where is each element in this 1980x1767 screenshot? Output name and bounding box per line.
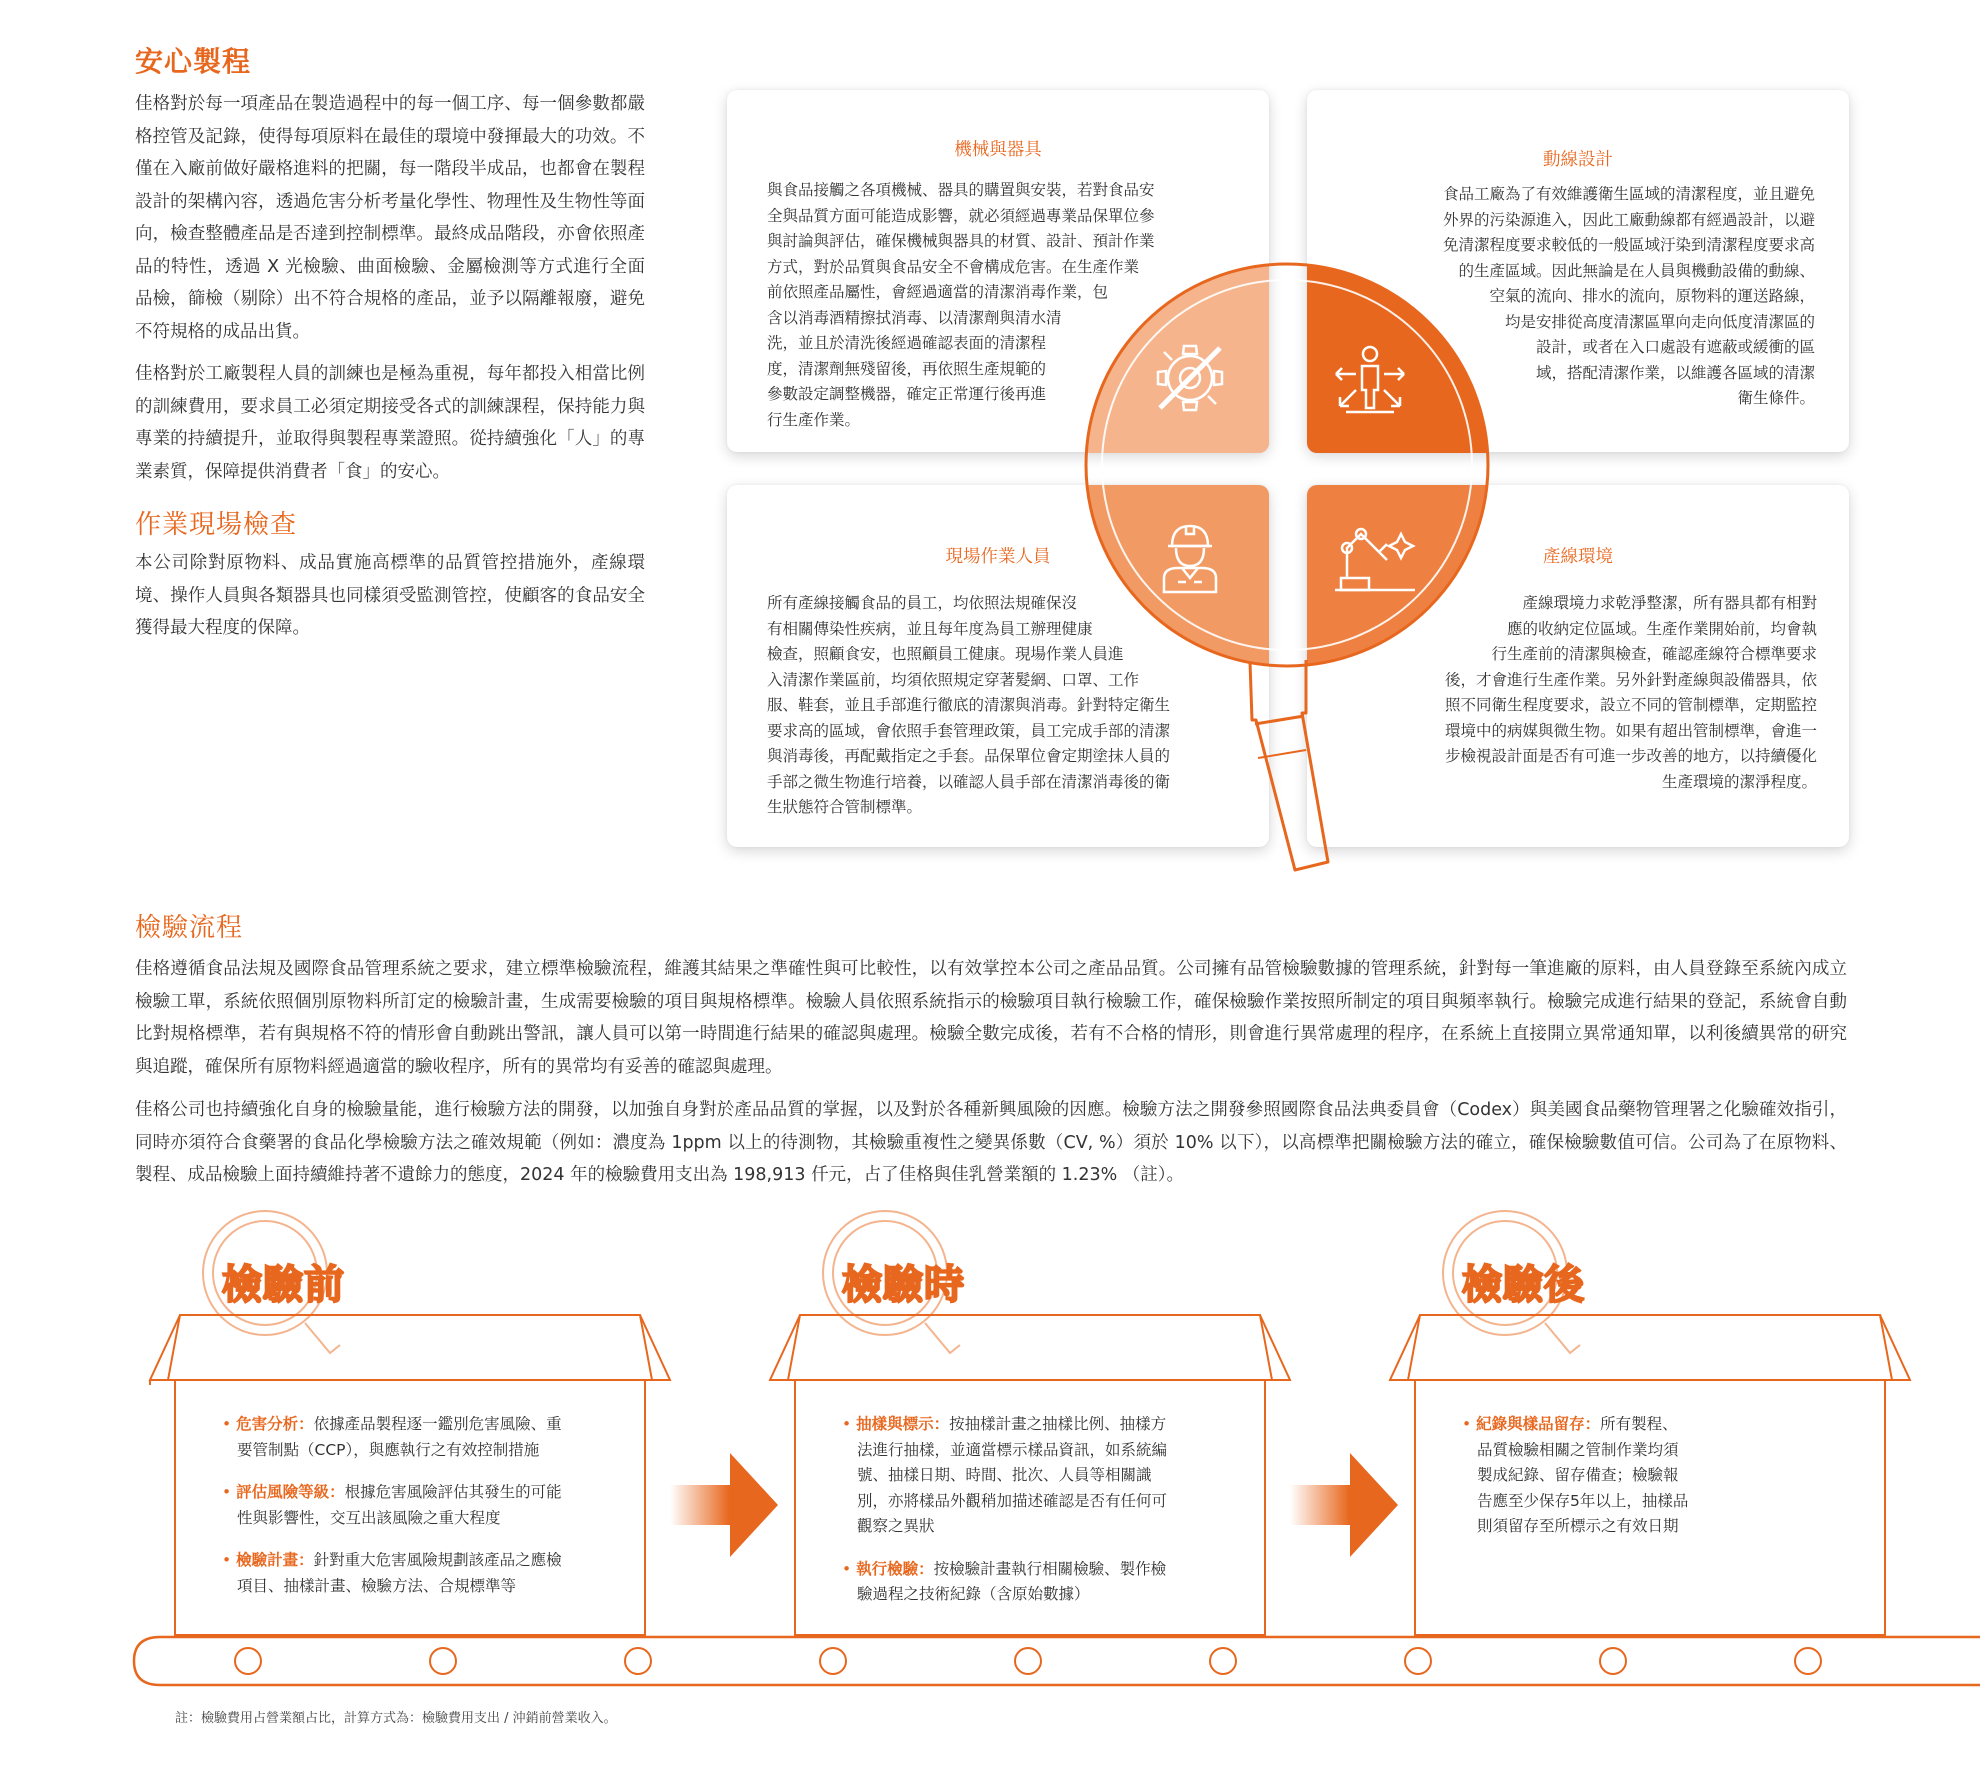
quad-top-left (1080, 258, 1269, 453)
arrow-right-icon (670, 1453, 778, 1557)
step-after-list (1462, 1412, 1822, 1557)
safe-process-paragraph-1: 佳格對於每一項產品在製造過程中的每一個工序、每一個參數都嚴格控管及記錄，使得每項原料在最佳的環境中發揮最大的功效。不僅在入廠前做好嚴格進料的把關，每一階段半成品，也都會在製程設計的架構內容，透過危害分析考量化學性、物理性及生物性等面向，檢查整體產品是否達到控制標準。最終成品階段，亦會依照產品的特性，透過 X 光檢驗、曲面檢驗、金屬檢測等方式進行全面品檢，篩檢（剔除）出不符合規格的產品，並予以隔離報廢，避免不符規格的成品出貨。 (135, 94, 645, 342)
step-title-before: 檢驗前 (222, 1262, 345, 1308)
site-inspection-paragraph: 本公司除對原物料、成品實施高標準的品質管控措施外，產線環境、操作人員與各類器具也同樣須受監測管控，使顧客的食品安全獲得最大程度的保障。 (135, 553, 645, 638)
card-title: 動線設計 (1543, 150, 1613, 170)
card-title: 產線環境 (1543, 547, 1613, 567)
card-text-staff: 所有產線接觸食品的員工，均依照法規確保沒 有相關傳染性疾病，並且每年度為員工辦理健康 檢查，照顧食安，也照顧員工健康。現場作業人員進 入清潔作業區前，均須依照規定穿著髮網、口罩、工作 服、鞋套，並且手部進行徹底的清潔與消毒。針對特定衛生 要求高的區域，會依照手套管理政策，員工完成手部的清潔 與消毒後，再配戴指定之手套。品保單位會定期塗抹人員的 手部之微生物進行培養，以確認人員手部在清潔消毒後的衛 生狀態符合管制標準。 (767, 594, 1171, 816)
list-item: • 評估風險等級：根據危害風險評估其發生的可能 性與影響性，交互出該風險之重大程度 (222, 1483, 562, 1527)
section-title-inspection-flow: 檢驗流程 (135, 913, 244, 943)
card-text-flow: 食品工廠為了有效維護衛生區域的清潔程度，並且避免 外界的污染源進入，因此工廠動線都有經過設計，以避 免清潔程度要求較低的一般區域汙染到清潔程度要求高 的生產區域。因此無論是在人員與機動設備的動線、 空氣的流向、排水的流向，原物料的運送路線， 均是安排從高度清潔區單向走向低度清潔區的 設計，或者在入口處設有遮蔽或緩衝的區 域，搭配清潔作業，以維護各區域的清潔 衛生條件。 (1442, 185, 1815, 407)
step-before-list (222, 1412, 622, 1616)
arrow-right-icon (1290, 1453, 1398, 1557)
section-title-safe-process: 安心製程 (135, 45, 252, 78)
card-text-line: 產線環境力求乾淨整潔，所有器具都有相對 應的收納定位區域。生產作業開始前，均會執 行生產前的清潔與檢查，確認產線符合標準要求 後，才會進行生產作業。另外針對產線與設備器具，依 照不同衛生程度要求，設立不同的管制標準，定期監控 環境中的病媒與微生物。如果有超出管制標準，會進一 步檢視設計面是否有可進一步改善的地方，以持續優化 生產環境的潔淨程度。 (1444, 594, 1817, 791)
card-title: 機械與器具 (954, 140, 1042, 160)
list-item: • 檢驗計畫：針對重大危害風險規劃該產品之應檢 項目、抽樣計畫、檢驗方法、合規標準等 (222, 1551, 562, 1595)
step-title-after: 檢驗後 (1462, 1262, 1585, 1308)
list-item: • 危害分析：依據產品製程逐一鑑別危害風險、重 要管制點（CCP），與應執行之有效控制措施 (222, 1415, 562, 1459)
list-item: • 紀錄與樣品留存：所有製程、 品質檢驗相關之管制作業均須 製成紀錄、留存備查；檢驗報 告應至少保存5年以上，抽樣品 則須留存至所標示之有效日期 (1462, 1415, 1689, 1535)
footnote: 註：檢驗費用占營業額占比，計算方式為：檢驗費用支出 / 沖銷前營業收入。 (175, 1711, 617, 1726)
inspection-flow-paragraph-1: 佳格遵循食品法規及國際食品管理系統之要求，建立標準檢驗流程，維護其結果之準確性與可比較性，以有效掌控本公司之產品品質。公司擁有品管檢驗數據的管理系統，針對每一筆進廠的原料，由人員登錄至系統內成立檢驗工單，系統依照個別原物料所訂定的檢驗計畫，生成需要檢驗的項目與規格標準。檢驗人員依照系統指示的檢驗項目執行檢驗工作，確保檢驗作業按照所制定的項目與頻率執行。檢驗完成進行結果的登記，系統會自動比對規格標準，若有與規格不符的情形會自動跳出警訊，讓人員可以第一時間進行結果的確認與處理。檢驗全數完成後，若有不合格的情形，則會進行異常處理的程序，在系統上直接開立異常通知單，以利後續異常的研究與追蹤，確保所有原物料經過適當的驗收程序，所有的異常均有妥善的確認與處理。 (135, 959, 1847, 1077)
magnifier-graphic (1080, 258, 1500, 874)
card-text-machine: 與食品接觸之各項機械、器具的購置與安裝，若對食品安 全與品質方面可能造成影響，就必須經過專業品保單位參 與討論與評估，確保機械與器具的材質、設計、預計作業 方式，對於品質與食品安全不會構成危害。在生產作業 前依照產品屬性，會經過適當的清潔消毒作業，包 含以消毒酒精擦拭消毒、以清潔劑與清水清 洗，並且於清洗後經過確認表面的清潔程 度，清潔劑無殘留後，再依照生產規範的 參數設定調整機器，確定正常運行後再進 行生產作業。 (767, 181, 1155, 429)
quad-bottom-right (1307, 485, 1500, 685)
conveyor-rollers (235, 1648, 1821, 1674)
inspection-flow-paragraph-2: 佳格公司也持續強化自身的檢驗量能，進行檢驗方法的開發，以加強自身對於產品品質的掌握，以及對於各種新興風險的因應。檢驗方法之開發參照國際食品法典委員會（Codex）與美國食品藥物管理署之化驗確效指引，同時亦須符合食藥署的食品化學檢驗方法之確效規範（例如：濃度為 1ppm 以上的待測物，其檢驗重複性之變異係數（CV, %）須於 10% 以下），以高標準把關檢驗方法的確立，確保檢驗數值可信。公司為了在原物料、製程、成品檢驗上面持續維持著不遺餘力的態度，2024 年的檢驗費用支出為 198,913 仟元，占了佳格與佳乳營業額的 1.23% （註）。 (135, 1100, 1847, 1185)
step-title-during: 檢驗時 (842, 1262, 965, 1308)
step-during-list (842, 1412, 1242, 1625)
list-item: • 抽樣與標示：按抽樣計畫之抽樣比例、抽樣方 法進行抽樣，並適當標示樣品資訊，如系統編 號、抽樣日期、時間、批次、人員等相關識 別，亦將樣品外觀稍加描述確認是否有任何可 觀察之異狀 (842, 1415, 1168, 1535)
safe-process-paragraph-2: 佳格對於工廠製程人員的訓練也是極為重視，每年都投入相當比例的訓練費用，要求員工必須定期接受各式的訓練課程，保持能力與專業的持續提升，並取得與製程專業證照。從持續強化「人」的專業素質，保障提供消費者「食」的安心。 (135, 364, 645, 482)
gear-wrench-icon (1158, 346, 1222, 410)
section-title-site-inspection: 作業現場檢查 (135, 510, 298, 540)
list-item: • 執行檢驗：按檢驗計畫執行相關檢驗、製作檢 驗過程之技術紀錄（含原始數據） (842, 1559, 1167, 1603)
card-title: 現場作業人員 (945, 547, 1051, 567)
